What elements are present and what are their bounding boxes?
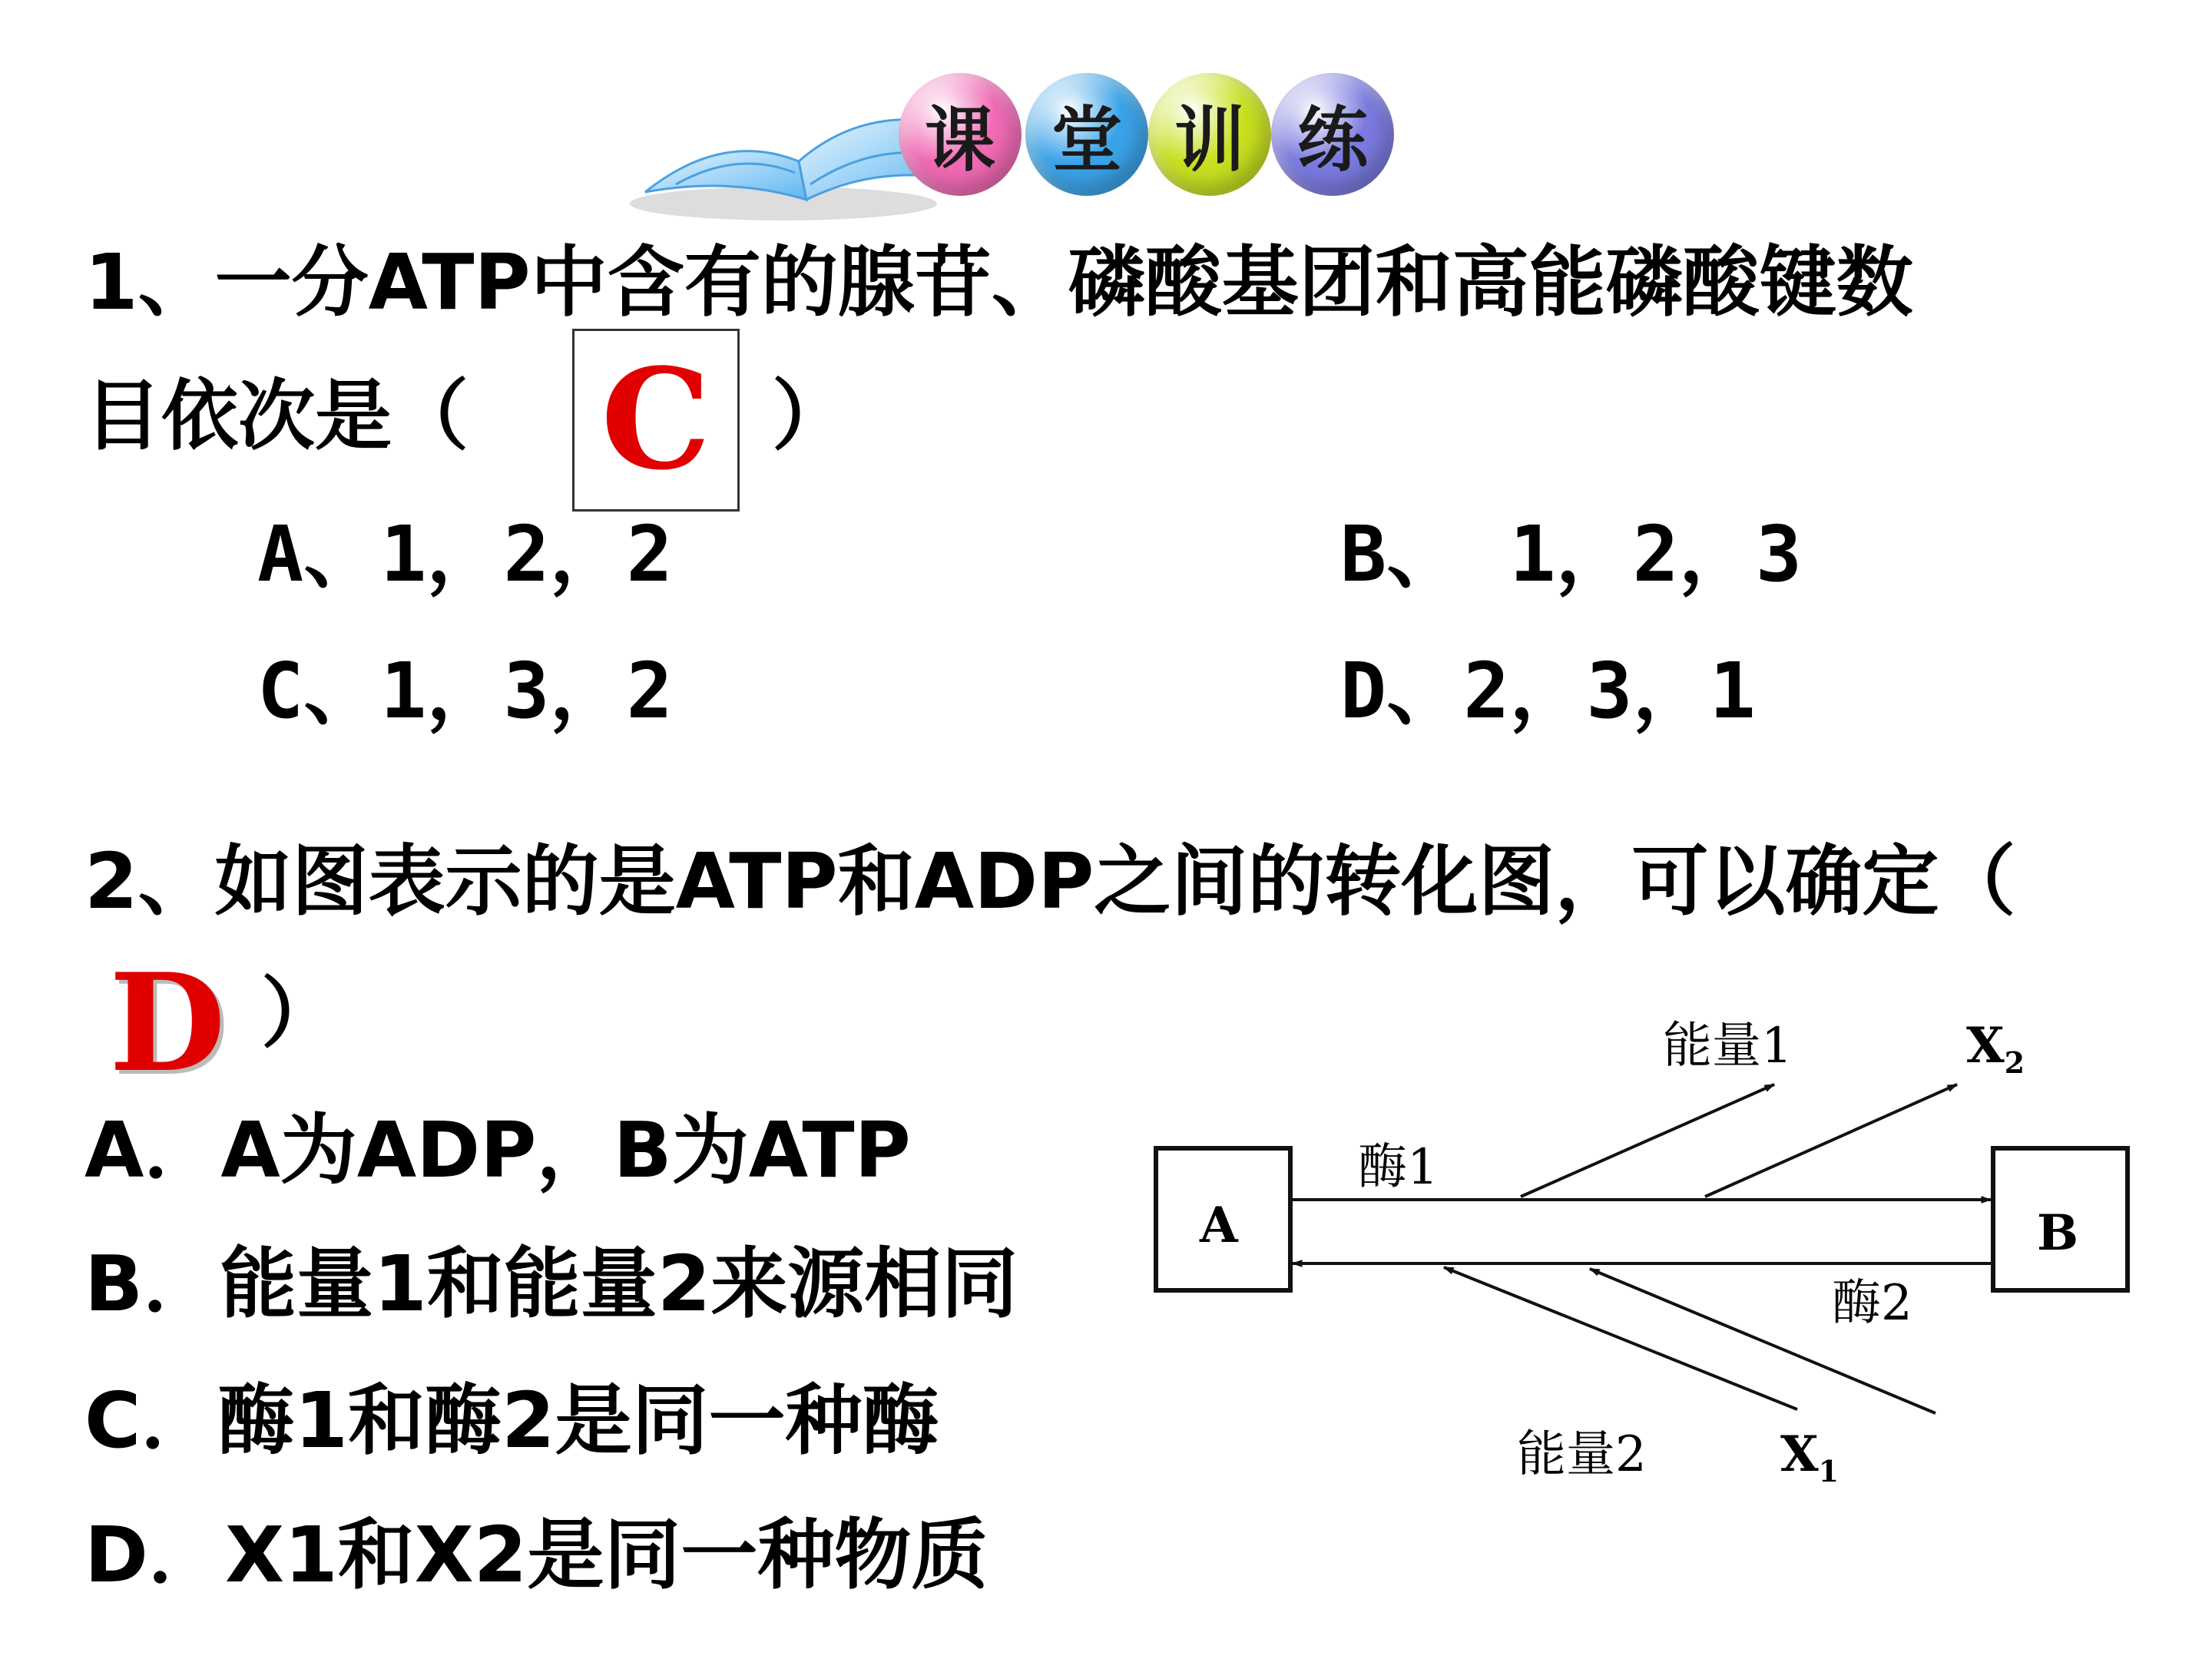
banner-char-4: 练	[1296, 99, 1368, 181]
banner-ball-4	[1271, 73, 1394, 196]
arrow-energy1	[1521, 1084, 1774, 1197]
q1-option-d: D、2，3，1	[1340, 646, 1756, 736]
arrow-energy2	[1444, 1267, 1797, 1409]
enzyme1-label: 酶1	[1358, 1139, 1439, 1196]
q1-answer: C	[601, 339, 711, 501]
q2-option-d: D．X1和X2是同一种物质	[84, 1510, 988, 1600]
q1-line1: 1、一分ATP中含有的腺苷、磷酸基团和高能磷酸键数	[84, 237, 1913, 327]
x2-label	[1966, 1017, 2025, 1080]
q1-option-c: C、1，3，2	[257, 646, 673, 736]
enzyme2-label: 酶2	[1832, 1275, 1912, 1332]
q1-line2-prefix: 目依次是（	[84, 371, 469, 461]
q2-line1: 2、如图表示的是ATP和ADP之间的转化图，可以确定（	[84, 836, 2016, 926]
q2-option-b: B．能量1和能量2来源相同	[84, 1239, 1018, 1329]
banner-ball-1	[899, 73, 1022, 196]
q2-close-paren: ）	[261, 969, 338, 1058]
x1-subscript: 1	[1818, 1453, 1839, 1488]
energy2-label: 能量2	[1517, 1426, 1647, 1483]
energy1-label: 能量1	[1663, 1018, 1793, 1075]
q1-option-b: B、 1，2，3	[1340, 509, 1803, 599]
q2-option-a: A．A为ADP，B为ATP	[84, 1105, 911, 1195]
x2-subscript: 2	[2004, 1045, 2025, 1080]
banner-ball-3	[1148, 73, 1271, 196]
banner-char-1: 课	[924, 99, 995, 181]
x1-base: X	[1780, 1426, 1819, 1483]
q2-answer: D	[109, 945, 226, 1102]
box-a-label: A	[1200, 1197, 1238, 1254]
x2-base: X	[1966, 1017, 2005, 1075]
q2-option-c: C．酶1和酶2是同一种酶	[84, 1376, 939, 1465]
q1-line2-suffix: ）	[772, 371, 849, 461]
arrow-x2	[1705, 1084, 1957, 1197]
q1-answer-box	[572, 329, 740, 512]
box-b-label: B	[2037, 1204, 2079, 1262]
banner-char-3: 训	[1174, 99, 1245, 181]
q1-option-a: A、1，2，2	[257, 509, 673, 599]
x1-label	[1780, 1426, 1839, 1488]
banner-char-2: 堂	[1051, 99, 1122, 181]
banner-ball-2	[1025, 73, 1148, 196]
